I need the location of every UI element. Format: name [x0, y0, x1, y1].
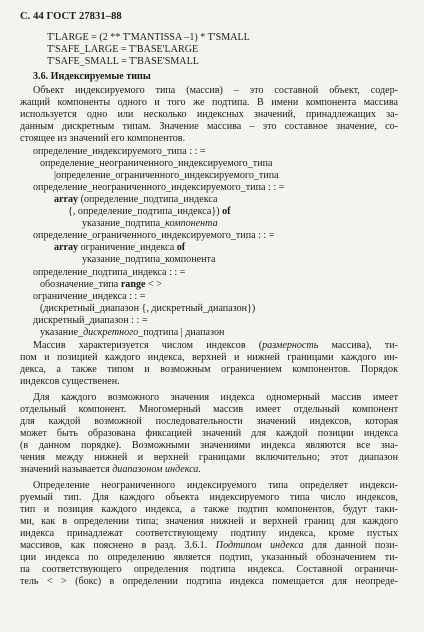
text-line: жащий компоненты одного и того же подтипа. В имени компонента массива — [20, 97, 398, 108]
text-line: Массив характеризуется числом индексов (размерность массива), ти- — [33, 340, 398, 351]
text-line: индекса принадлежат соответствующему подтипу индекса, кроме пустых — [20, 528, 398, 539]
text-line: (в данном порядке). Возможными значениями индекса являются все зна- — [20, 440, 398, 451]
text-line: Объект индексируемого типа (массив) – это составной объект, содер- — [33, 85, 398, 96]
text-line: пом и позицией каждого индекса, верхней и нижней границами каждого ин- — [20, 352, 398, 363]
text-line: {, определение_подтипа_индекса}) of — [68, 206, 231, 217]
text-line: массивов, как пояснено в разд. 3.6.1. Подтипом индекса для данной пози- — [20, 540, 399, 551]
text-line: используется одно или несколько индексных значений, принадлежащих за- — [20, 109, 398, 120]
text-line: для каждой возможной последовательности значений индексов, которая — [20, 416, 398, 427]
text-line: дискретный_диапазон : : = — [33, 315, 148, 326]
text-line: декса, а также типом и возможным ограничением компонентов. Порядок — [20, 364, 398, 375]
text-line: тель < > (бокс) в определении подтипа индекса помещается для неопреде- — [20, 576, 398, 587]
text-line: ми, как в определении типа; значения нижней и верхней границ для каждого — [20, 516, 398, 527]
text-line: обозначение_типа range < > — [40, 279, 162, 290]
text-line: данным дискретным типам. Значение массива – это составное значение, со- — [20, 121, 398, 132]
text-line: 3.6. Индексируемые типы — [33, 71, 151, 82]
text-line: определение_индексируемого_типа : : = — [33, 146, 206, 157]
text-line: стоящее из значений его компонентов. — [20, 133, 186, 144]
text-line: индексов существенен. — [20, 376, 120, 387]
text-line: руемый тип. Для каждого объекта индексируемого типа число индексов, — [20, 492, 398, 503]
text-line: T'SAFE_SMALL = T'BASE'SMALL — [47, 56, 199, 67]
text-line: значений называется диапазоном индекса. — [20, 464, 201, 475]
text-line: Для каждого возможного значения индекса одномерный массив имеет — [33, 392, 398, 403]
text-line: Определение неограниченного индексируемого типа определяет индекси- — [33, 480, 398, 491]
text-line: определение_ограниченного_индексируемого_типа : : = — [33, 230, 275, 241]
text-line: определение_неограниченного_индексируемого_типа — [40, 158, 273, 169]
text-line: array ограничение_индекса of — [54, 242, 186, 253]
page-header: С. 44 ГОСТ 27831–88 — [20, 11, 122, 22]
text-line: указание_дискретного_подтипа | диапазон — [40, 327, 225, 338]
text-line: ции индекса по определению является подтип, указанный обозначением ти- — [20, 552, 398, 563]
text-line: (дискретный_диапазон {, дискретный_диапазон}) — [40, 303, 256, 314]
text-line: указание_подтипа_компонента — [82, 254, 216, 265]
text-line: T'SAFE_LARGE = T'BASE'LARGE — [47, 44, 199, 55]
text-line: определение_неограниченного_индексируемого_типа : : = — [33, 182, 285, 193]
text-line: указание_подтипа_компонента — [82, 218, 218, 229]
text-line: array (определение_подтипа_индекса — [54, 194, 218, 205]
text-line: ограничение_индекса : : = — [33, 291, 146, 302]
text-line: па соответствующего определения подтипа индекса. Составной ограничи- — [20, 564, 398, 575]
text-line: определение_подтипа_индекса : : = — [33, 267, 186, 278]
text-line: чения между нижней и верхней границами включительно; этот диапазон — [20, 452, 398, 463]
text-line: может быть образована фиксацией значений для каждой позиции индекса — [20, 428, 398, 439]
text-line: T'LARGE = (2 ** T'MANTISSA –1) * T'SMALL — [47, 32, 250, 43]
text-line: отдельный компонент. Многомерный массив имеет отдельный компонент — [20, 404, 398, 415]
text-line: тип и позиция каждого индекса, а также подтип компонентов, будут таки- — [20, 504, 398, 515]
text-line: |определение_ограниченного_индексируемого_типа — [54, 170, 279, 181]
